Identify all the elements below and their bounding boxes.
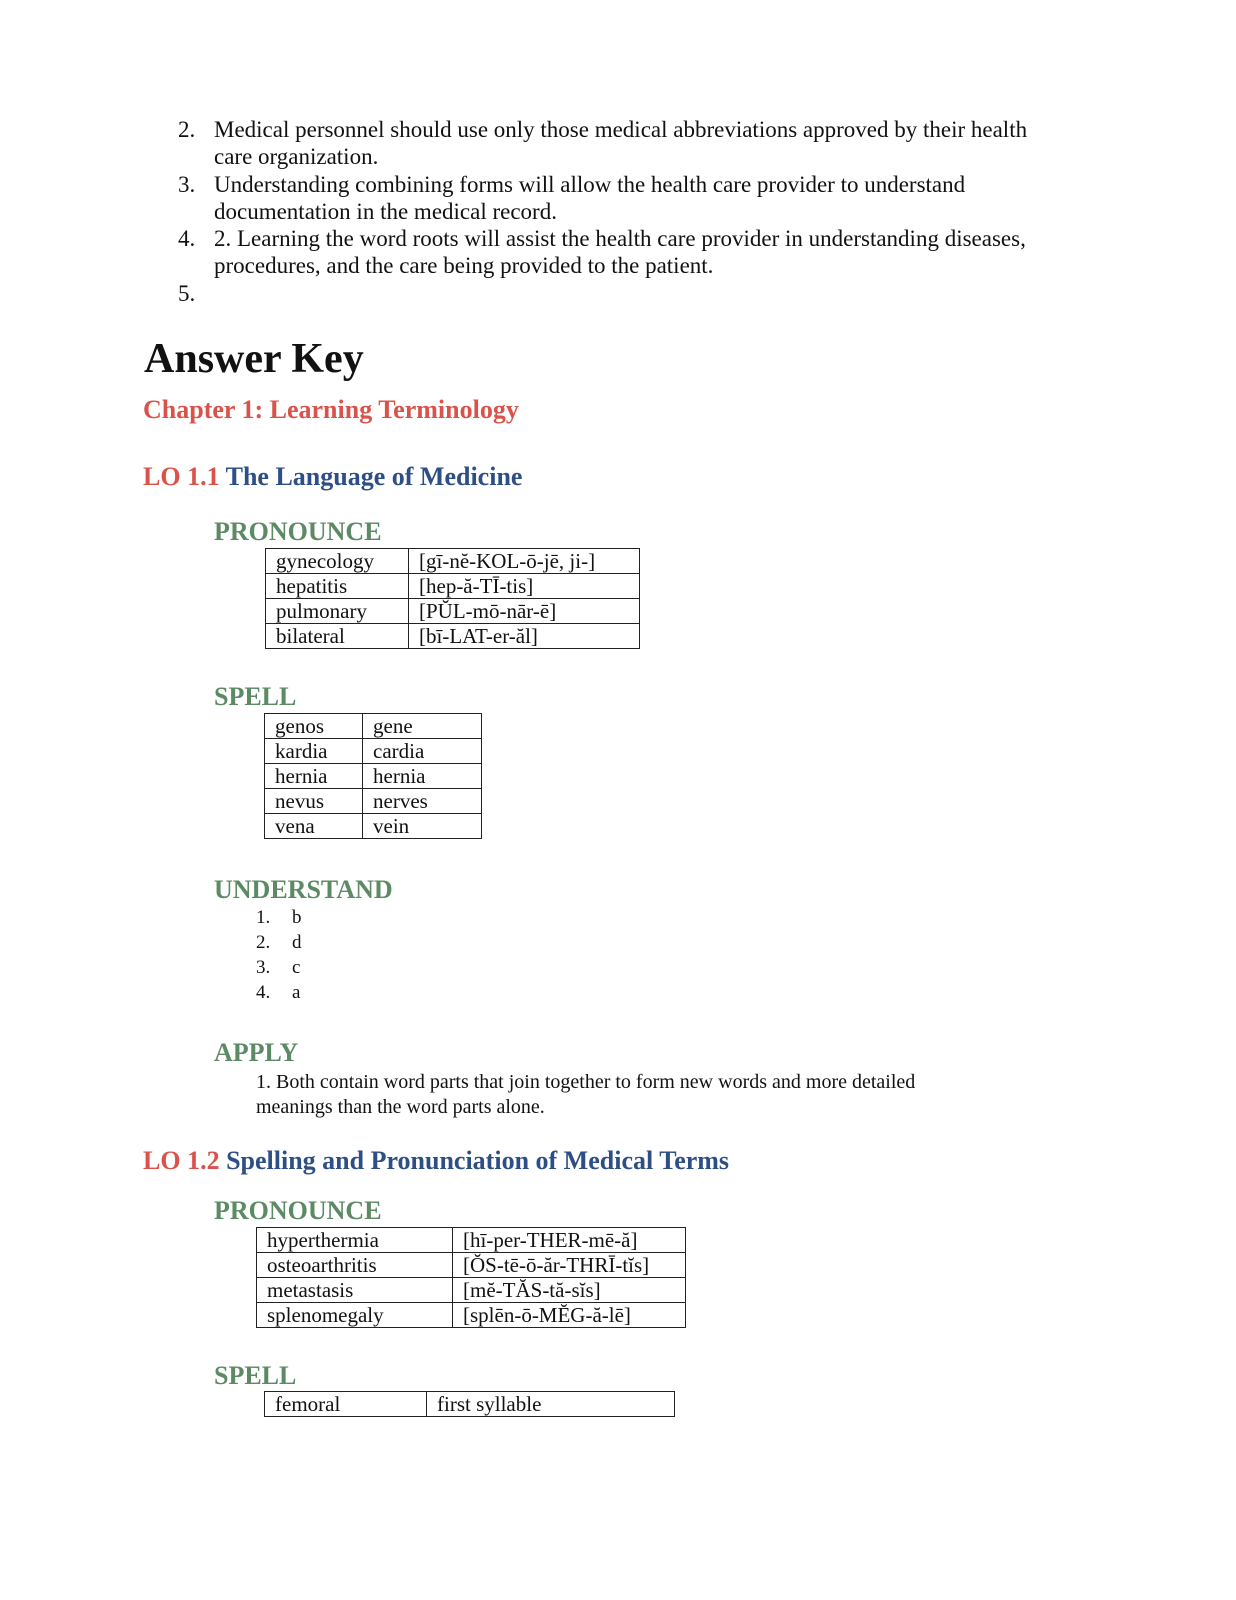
- table-cell: hepatitis: [266, 574, 409, 599]
- table-cell: osteoarthritis: [257, 1253, 453, 1278]
- list-number: 3.: [256, 957, 271, 978]
- spell-table: [264, 1391, 675, 1417]
- table-cell: gene: [363, 714, 482, 739]
- table-cell: hernia: [363, 764, 482, 789]
- section-heading: SPELL: [214, 1361, 297, 1390]
- table-row: [266, 624, 640, 649]
- section-heading: APPLY: [214, 1038, 299, 1067]
- list-item: [256, 955, 300, 980]
- table-cell: kardia: [265, 739, 363, 764]
- list-item: [256, 905, 302, 930]
- apply-line: 1. Both contain word parts that join together to form new words and more detailed: [256, 1071, 916, 1093]
- table-cell: metastasis: [257, 1278, 453, 1303]
- table-row: [266, 599, 640, 624]
- table-cell: nerves: [363, 789, 482, 814]
- table-cell: [gī-nĕ-KOL-ō-jē, ji-]: [409, 549, 640, 574]
- section-heading: SPELL: [214, 682, 297, 711]
- list-text: care organization.: [214, 144, 379, 169]
- table-cell: first syllable: [427, 1392, 675, 1417]
- table-cell: pulmonary: [266, 599, 409, 624]
- pronounce-table: [265, 548, 640, 649]
- table-row: [266, 549, 640, 574]
- table-row: [265, 764, 482, 789]
- answer: a: [292, 982, 301, 1003]
- table-cell: [hep-ă-TĪ-tis]: [409, 574, 640, 599]
- lo-number: LO 1.2: [143, 1146, 220, 1175]
- table-cell: hyperthermia: [257, 1228, 453, 1253]
- table-cell: gynecology: [266, 549, 409, 574]
- lo-title: Spelling and Pronunciation of Medical Terms: [226, 1146, 730, 1175]
- pronounce-table: [256, 1227, 686, 1328]
- table-row: [265, 814, 482, 839]
- spell-table: [264, 713, 482, 839]
- lo-title: The Language of Medicine: [225, 462, 523, 491]
- table-cell: [ŎS-tē-ō-ăr-THRĪ-tĭs]: [453, 1253, 686, 1278]
- list-number: 1.: [256, 907, 271, 928]
- table-row: [265, 1392, 675, 1417]
- table-row: [257, 1253, 686, 1278]
- table-row: [257, 1303, 686, 1328]
- list-number: 4.: [178, 226, 196, 251]
- list-number: 2.: [256, 932, 271, 953]
- answer: b: [292, 907, 302, 928]
- table-cell: nevus: [265, 789, 363, 814]
- table-cell: [mĕ-TĂS-tă-sĭs]: [453, 1278, 686, 1303]
- lo-heading: [143, 461, 522, 493]
- table-cell: cardia: [363, 739, 482, 764]
- answer: c: [292, 957, 301, 978]
- section-heading: PRONOUNCE: [214, 517, 382, 546]
- lo-heading: [143, 1145, 729, 1177]
- section-heading: PRONOUNCE: [214, 1196, 382, 1225]
- list-number: 3.: [178, 172, 196, 197]
- table-cell: splenomegaly: [257, 1303, 453, 1328]
- list-text: procedures, and the care being provided to the patient.: [214, 253, 714, 278]
- table-cell: bilateral: [266, 624, 409, 649]
- table-cell: vena: [265, 814, 363, 839]
- table-row: [265, 714, 482, 739]
- apply-line: meanings than the word parts alone.: [256, 1096, 545, 1118]
- list-text: Understanding combining forms will allow the health care provider to understand: [214, 172, 966, 197]
- table-cell: [splēn-ō-MĔG-ă-lē]: [453, 1303, 686, 1328]
- list-item: [256, 980, 300, 1005]
- table-cell: [hī-per-THER-mē-ă]: [453, 1228, 686, 1253]
- list-item: [256, 930, 302, 955]
- table-cell: [bī-LAT-er-ăl]: [409, 624, 640, 649]
- table-row: [257, 1278, 686, 1303]
- list-text: 2. Learning the word roots will assist the health care provider in understanding diseases,: [214, 226, 1026, 251]
- section-heading: UNDERSTAND: [214, 875, 393, 904]
- list-number: 2.: [178, 117, 196, 142]
- page-title: Answer Key: [144, 336, 364, 382]
- table-cell: hernia: [265, 764, 363, 789]
- table-row: [257, 1228, 686, 1253]
- table-row: [265, 789, 482, 814]
- list-text: documentation in the medical record.: [214, 199, 557, 224]
- table-row: [265, 739, 482, 764]
- answer: d: [292, 932, 302, 953]
- table-cell: femoral: [265, 1392, 427, 1417]
- table-cell: [PŬL-mō-nār-ē]: [409, 599, 640, 624]
- chapter-heading: Chapter 1: Learning Terminology: [143, 395, 519, 424]
- apply-answer: [256, 1070, 1016, 1120]
- table-cell: vein: [363, 814, 482, 839]
- list-number: 5.: [178, 281, 196, 306]
- table-row: [266, 574, 640, 599]
- list-text: Medical personnel should use only those medical abbreviations approved by their health: [214, 117, 1028, 142]
- list-number: 4.: [256, 982, 271, 1003]
- lo-number: LO 1.1: [143, 462, 220, 491]
- table-cell: genos: [265, 714, 363, 739]
